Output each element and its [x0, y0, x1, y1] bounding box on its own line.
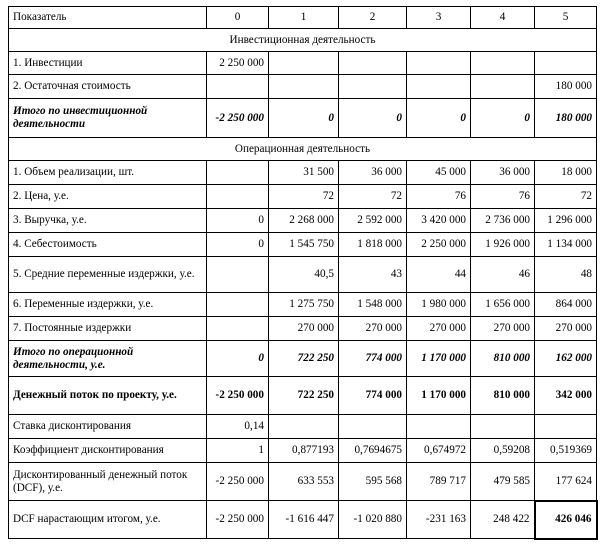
cell-value: 0,59208: [471, 439, 535, 463]
dcf-row: [9, 463, 597, 501]
cell-value: [269, 415, 339, 439]
table-row: [9, 161, 597, 185]
dcf-cumulative-row: [9, 501, 597, 539]
cell-value: [207, 317, 269, 341]
cell-value: 0,14: [207, 415, 269, 439]
table-row: [9, 209, 597, 233]
row-label: Ставка дисконтирования: [9, 415, 207, 439]
cell-value: 270 000: [269, 317, 339, 341]
cell-value: 48: [535, 257, 597, 293]
cell-value: 44: [407, 257, 471, 293]
cell-value: 180 000: [535, 75, 597, 99]
cell-value: [407, 52, 471, 75]
cell-value: -1 020 880: [339, 501, 407, 539]
investment-total-row: [9, 99, 597, 138]
cell-value: [207, 185, 269, 209]
document-page: [8, 6, 598, 540]
cell-value: 40,5: [269, 257, 339, 293]
cell-value: [471, 75, 535, 99]
row-label: 1. Объем реализации, шт.: [9, 161, 207, 185]
header-period: 1: [269, 7, 339, 29]
table-row: [9, 233, 597, 257]
header-row: [9, 7, 597, 29]
cell-value: 0: [471, 99, 535, 138]
table-row: [9, 75, 597, 99]
npv-final-cell: 426 046: [535, 501, 597, 539]
cell-value: 76: [407, 185, 471, 209]
cell-value: [535, 52, 597, 75]
cell-value: [535, 415, 597, 439]
cell-value: -2 250 000: [207, 463, 269, 501]
row-label: 5. Средние переменные издержки, у.е.: [9, 257, 207, 293]
cell-value: 177 624: [535, 463, 597, 501]
header-period: 5: [535, 7, 597, 29]
cell-value: 1: [207, 439, 269, 463]
section-header-row: [9, 138, 597, 161]
cell-value: 248 422: [471, 501, 535, 539]
cell-value: 595 568: [339, 463, 407, 501]
cell-value: 270 000: [339, 317, 407, 341]
cell-value: [407, 75, 471, 99]
cell-value: 633 553: [269, 463, 339, 501]
section-title-operations: Операционная деятельность: [9, 138, 597, 161]
cell-value: 1 134 000: [535, 233, 597, 257]
row-label: 2. Цена, у.е.: [9, 185, 207, 209]
cash-flow-row: [9, 377, 597, 415]
row-label: Дисконтированный денежный поток (DCF), у.е.: [9, 463, 207, 501]
cell-value: -1 616 447: [269, 501, 339, 539]
cell-value: 76: [471, 185, 535, 209]
cell-value: 0: [407, 99, 471, 138]
cell-value: -2 250 000: [207, 99, 269, 138]
cell-value: 479 585: [471, 463, 535, 501]
row-label: 6. Переменные издержки, у.е.: [9, 293, 207, 317]
cell-value: 2 250 000: [407, 233, 471, 257]
cell-value: 722 250: [269, 377, 339, 415]
cell-value: 0: [269, 99, 339, 138]
cell-value: 2 268 000: [269, 209, 339, 233]
cell-value: 1 818 000: [339, 233, 407, 257]
row-label: 2. Остаточная стоимость: [9, 75, 207, 99]
cell-value: [207, 293, 269, 317]
cell-value: [207, 257, 269, 293]
header-period: 3: [407, 7, 471, 29]
cell-value: 810 000: [471, 377, 535, 415]
cell-value: 72: [269, 185, 339, 209]
cell-value: 270 000: [407, 317, 471, 341]
cell-value: -231 163: [407, 501, 471, 539]
cell-value: 18 000: [535, 161, 597, 185]
header-period: 0: [207, 7, 269, 29]
cell-value: 0,674972: [407, 439, 471, 463]
table-row: [9, 293, 597, 317]
cell-value: [339, 75, 407, 99]
cell-value: 342 000: [535, 377, 597, 415]
row-label: 4. Себестоимость: [9, 233, 207, 257]
cell-value: 1 545 750: [269, 233, 339, 257]
cell-value: 43: [339, 257, 407, 293]
cell-value: 1 548 000: [339, 293, 407, 317]
cell-value: 0: [207, 341, 269, 377]
cell-value: 36 000: [339, 161, 407, 185]
cell-value: [407, 415, 471, 439]
row-label: 7. Постоянные издержки: [9, 317, 207, 341]
cell-value: [471, 415, 535, 439]
cell-value: 36 000: [471, 161, 535, 185]
cell-value: [471, 52, 535, 75]
cell-value: -2 250 000: [207, 501, 269, 539]
cell-value: 2 736 000: [471, 209, 535, 233]
row-label: Итого по операционной деятельности, у.е.: [9, 341, 207, 377]
cell-value: 1 926 000: [471, 233, 535, 257]
cell-value: 270 000: [535, 317, 597, 341]
table-row: [9, 52, 597, 75]
cell-value: 1 296 000: [535, 209, 597, 233]
cell-value: 72: [535, 185, 597, 209]
row-label: DCF нарастающим итогом, у.е.: [9, 501, 207, 539]
cell-value: 0: [339, 99, 407, 138]
cell-value: 774 000: [339, 341, 407, 377]
section-header-row: [9, 29, 597, 52]
operations-total-row: [9, 341, 597, 377]
cell-value: 180 000: [535, 99, 597, 138]
cell-value: 810 000: [471, 341, 535, 377]
cell-value: 0: [207, 233, 269, 257]
cell-value: 774 000: [339, 377, 407, 415]
cell-value: 1 275 750: [269, 293, 339, 317]
row-label: Денежный поток по проекту, у.е.: [9, 377, 207, 415]
cell-value: 1 170 000: [407, 341, 471, 377]
cell-value: 1 170 000: [407, 377, 471, 415]
cell-value: [207, 161, 269, 185]
cell-value: [339, 415, 407, 439]
cell-value: [207, 75, 269, 99]
cell-value: [269, 75, 339, 99]
table-row: [9, 185, 597, 209]
cell-value: 2 250 000: [207, 52, 269, 75]
cell-value: 0,519369: [535, 439, 597, 463]
cell-value: 72: [339, 185, 407, 209]
row-label: 1. Инвестиции: [9, 52, 207, 75]
section-title-investment: Инвестиционная деятельность: [9, 29, 597, 52]
header-period: 2: [339, 7, 407, 29]
cell-value: 722 250: [269, 341, 339, 377]
cell-value: [339, 52, 407, 75]
cell-value: 46: [471, 257, 535, 293]
cell-value: 0,7694675: [339, 439, 407, 463]
row-label: Коэффициент дисконтирования: [9, 439, 207, 463]
cell-value: 3 420 000: [407, 209, 471, 233]
header-label: Показатель: [9, 7, 207, 29]
discount-factor-row: [9, 439, 597, 463]
cash-flow-table: [8, 6, 598, 540]
cell-value: 45 000: [407, 161, 471, 185]
header-period: 4: [471, 7, 535, 29]
cell-value: 2 592 000: [339, 209, 407, 233]
cell-value: 1 656 000: [471, 293, 535, 317]
cell-value: [269, 52, 339, 75]
cell-value: 270 000: [471, 317, 535, 341]
cell-value: 864 000: [535, 293, 597, 317]
table-row: [9, 317, 597, 341]
row-label: Итого по инвестиционной деятельности: [9, 99, 207, 138]
cell-value: 162 000: [535, 341, 597, 377]
cell-value: 31 500: [269, 161, 339, 185]
cell-value: 789 717: [407, 463, 471, 501]
cell-value: 0,877193: [269, 439, 339, 463]
cell-value: 1 980 000: [407, 293, 471, 317]
discount-rate-row: [9, 415, 597, 439]
cell-value: 0: [207, 209, 269, 233]
row-label: 3. Выручка, у.е.: [9, 209, 207, 233]
table-row: [9, 257, 597, 293]
cell-value: -2 250 000: [207, 377, 269, 415]
